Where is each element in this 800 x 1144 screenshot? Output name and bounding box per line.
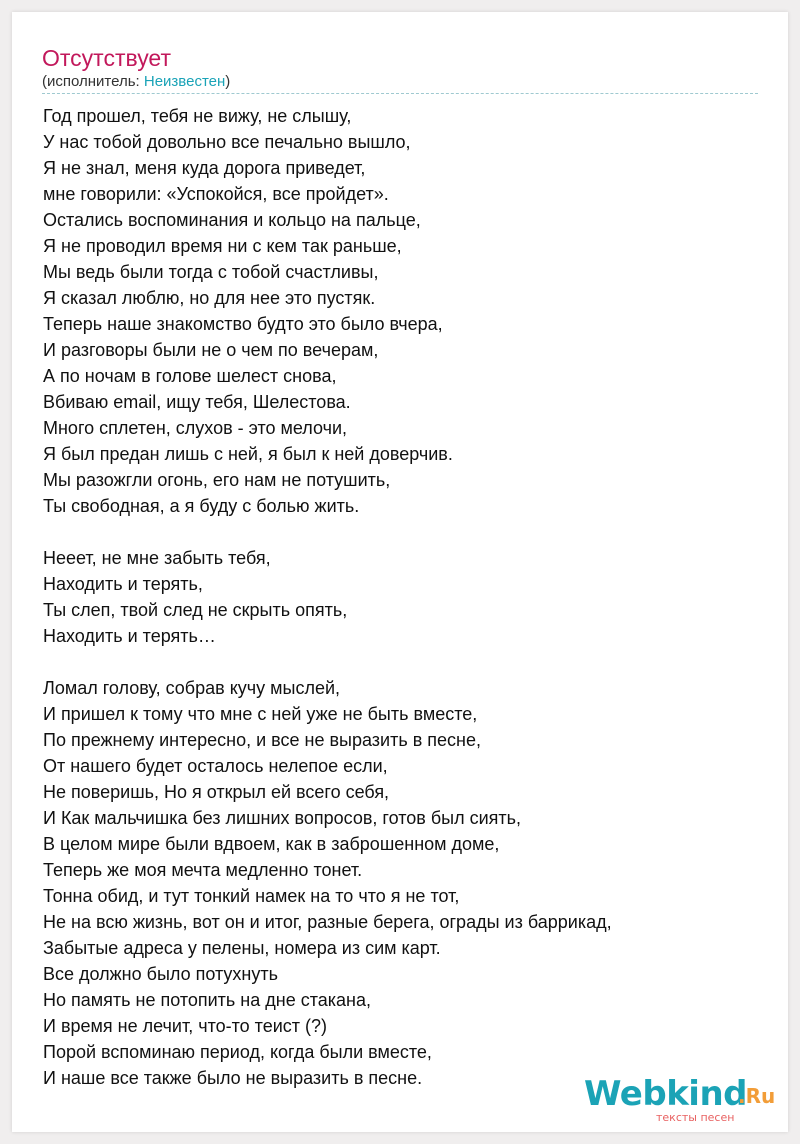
artist-suffix: ) (225, 73, 231, 90)
lyrics-line: Ломал голову, собрав кучу мыслей, (43, 678, 341, 698)
lyrics-line: Ты свободная, а я буду с болью жить. (43, 496, 360, 516)
lyrics-line: Много сплетен, слухов - это мелочи, (43, 418, 348, 438)
artist-line (42, 73, 230, 91)
lyrics-line: мне говорили: «Успокойся, все пройдет». (43, 184, 389, 204)
site-logo[interactable] (584, 1074, 774, 1124)
lyrics-line: Находить и терять, (43, 574, 203, 594)
artist-link[interactable]: Неизвестен (143, 73, 226, 90)
lyrics-line: Мы ведь были тогда с тобой счастливы, (43, 262, 379, 282)
lyrics-line: От нашего будет осталось нелепое если, (43, 756, 388, 776)
lyrics-stanza (43, 103, 773, 519)
lyrics-line: Тонна обид, и тут тонкий намек на то что я не тот, (43, 886, 460, 906)
logo-domain: .Ru (738, 1084, 776, 1108)
lyrics-line: Я был предан лишь с ней, я был к ней доверчив. (43, 444, 453, 464)
logo-wordmark: Webkind (584, 1074, 747, 1114)
lyrics-text (43, 103, 773, 1091)
lyrics-line: Я не знал, меня куда дорога приведет, (43, 158, 366, 178)
lyrics-line: По прежнему интересно, и все не выразить в песне, (43, 730, 482, 750)
lyrics-page (12, 12, 788, 1132)
lyrics-line: Остались воспоминания и кольцо на пальце, (43, 210, 421, 230)
lyrics-line: И время не лечит, что-то теист (?) (43, 1016, 328, 1036)
lyrics-stanza (43, 675, 773, 1091)
lyrics-line: В целом мире были вдвоем, как в заброшенном доме, (43, 834, 500, 854)
lyrics-line: Порой вспоминаю период, когда были вместе, (43, 1042, 432, 1062)
lyrics-line: Все должно было потухнуть (43, 964, 278, 984)
lyrics-line: И пришел к тому что мне с ней уже не быть вместе, (43, 704, 478, 724)
song-title: Отсутствует (42, 45, 171, 71)
lyrics-line: Нееет, не мне забыть тебя, (43, 548, 271, 568)
header-divider (42, 93, 758, 94)
lyrics-line: Теперь наше знакомство будто это было вчера, (43, 314, 443, 334)
lyrics-line: Теперь же моя мечта медленно тонет. (43, 860, 363, 880)
lyrics-line: Год прошел, тебя не вижу, не слышу, (43, 106, 352, 126)
logo-tagline: тексты песен (656, 1111, 735, 1124)
lyrics-line: Ты слеп, твой след не скрыть опять, (43, 600, 348, 620)
lyrics-line: Находить и терять… (43, 626, 216, 646)
lyrics-line: И наше все также было не выразить в песне. (43, 1068, 423, 1088)
lyrics-line: Не на всю жизнь, вот он и итог, разные берега, ограды из баррикад, (43, 912, 612, 932)
artist-prefix: (исполнитель: (42, 73, 144, 90)
lyrics-line: И разговоры были не о чем по вечерам, (43, 340, 379, 360)
lyrics-stanza (43, 545, 773, 649)
lyrics-line: Не поверишь, Но я открыл ей всего себя, (43, 782, 390, 802)
lyrics-line: И Как мальчишка без лишних вопросов, готов был сиять, (43, 808, 521, 828)
lyrics-line: Вбиваю email, ищу тебя, Шелестова. (43, 392, 351, 412)
lyrics-line: У нас тобой довольно все печально вышло, (43, 132, 411, 152)
lyrics-line: Я не проводил время ни с кем так раньше, (43, 236, 402, 256)
lyrics-line: А по ночам в голове шелест снова, (43, 366, 337, 386)
lyrics-line: Мы разожгли огонь, его нам не потушить, (43, 470, 391, 490)
lyrics-line: Я сказал люблю, но для нее это пустяк. (43, 288, 376, 308)
lyrics-line: Забытые адреса у пелены, номера из сим карт. (43, 938, 441, 958)
lyrics-line: Но память не потопить на дне стакана, (43, 990, 371, 1010)
